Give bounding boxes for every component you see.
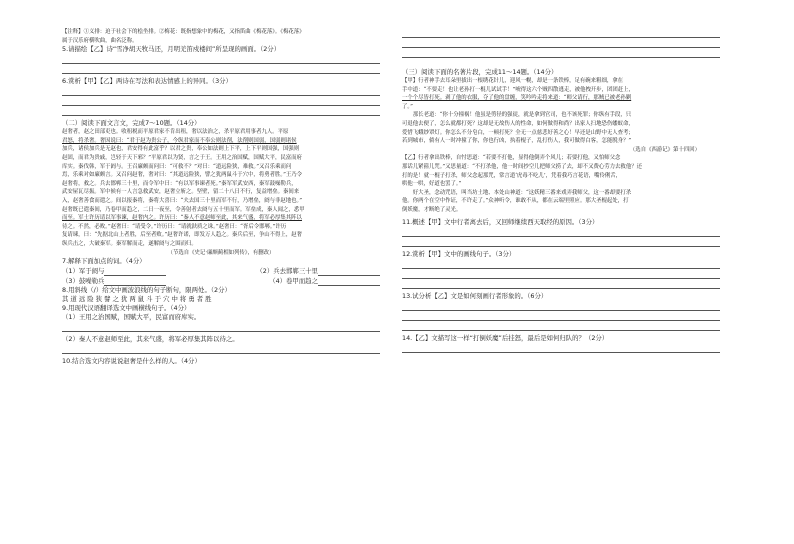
passage-line: 入，赵奢善食而遣之。间以报秦将，秦将大喜曰：“夫去国三十里而军不行，乃增垒，阏与非赵地也。”	[62, 197, 302, 204]
right-column	[402, 28, 720, 353]
answer-line[interactable]	[402, 237, 720, 247]
answer-line[interactable]	[402, 227, 720, 237]
passage-line: 爱惜飞蛾纱罩灯。你怎么不分皂白，一顿打死？全无一点慈悲好善之心！早还是山野中无人查考；	[402, 129, 634, 136]
answer-line[interactable]	[402, 38, 720, 48]
q7-row-1	[62, 266, 380, 276]
passage-line: 了。”	[402, 103, 413, 110]
question-12: 12.赏析【甲】文中的画线句子。（3分）	[402, 249, 516, 258]
passage-line: 赵固，而君为贵戚，岂轻于天下邪？”平原君以为贤，言之于王。王用之治国赋，国赋大平，民富而府	[62, 154, 302, 161]
passage-a-source: （选自《西游记》第十四回）	[629, 146, 700, 153]
question-10: 10.结合选文内容说说赵奢是什么样的人。（4分）	[62, 357, 201, 366]
passage-line: 倒妖魔，才断绝了灵光。	[402, 206, 462, 213]
classical-passage	[62, 128, 380, 257]
question-11: 11.概述【甲】文中行者离去后，又回师继续西天取经的原因。（3分）	[402, 217, 599, 226]
passage-source: （节选自《史记·廉颇蔺相如列传》，有删改）	[167, 249, 275, 256]
passage-line: 纵兵击之，大破秦军。秦军解而走，遂解阏与之围而归。	[62, 240, 197, 247]
question-9: 9.用现代汉语翻译选文中画横线句子。（4分）	[62, 304, 191, 313]
answer-line[interactable]	[402, 48, 720, 58]
novel-passage-a	[402, 77, 720, 154]
section3-title: （三）阅读下面的名著片段，完成11～14题。（14分）	[402, 68, 558, 76]
passage-line: 手中道：“不要走！也让老孙打一棍儿试试手！”唬得这六个贼四散逃走，被他拽开步，团团赶上，	[402, 86, 634, 93]
passage-line: 复请谏，曰：“先据北山上者胜，后至者败。”赵奢许诺，即发万人趋之。秦兵后至，争山不得上，赵奢	[62, 232, 302, 239]
section2-title: （二）阅读下面文言文，完成7～10题。（14分）	[62, 119, 201, 128]
passage-line: 而至。军士许历请以军事谏，赵奢内之。许历曰：“秦人不意赵师至此，其来气盛，将军必厚集其阵以	[62, 215, 302, 222]
answer-line[interactable]	[402, 321, 720, 331]
passage-line: 赵奢将，救之。兵去邯郸三十里，而令军中曰：“有以军事谏者死。”秦军军武安西，秦军鼓噪勒兵，	[62, 180, 297, 187]
answer-line[interactable]	[402, 28, 720, 38]
passage-line: 赵奢既已遣秦间，乃卷甲而趋之，二日一夜至，令善射者去阏与五十里而军。军垒成，秦人闻之，悉甲	[62, 206, 305, 213]
answer-line[interactable]	[62, 96, 380, 106]
passage-line: 君怒，将杀奢。奢因说曰：“君于赵为贵公子，今纵君家而不奉公则法削，法削则国弱，国弱则诸侯	[62, 137, 297, 144]
passage-line: 哄他一哄，好道也罢了。”	[402, 181, 462, 188]
question-13: 13.试分析【乙】文是如何刻画行者形象的。（6分）	[402, 291, 548, 300]
q7-item-2: （2）兵去邯郸三十里	[256, 267, 318, 276]
answer-line[interactable]	[62, 106, 380, 116]
q9-item-2: （2）秦人不意赵师至此，其来气盛，将军必厚集其阵以待之。	[62, 335, 239, 344]
answer-line[interactable]	[62, 322, 380, 332]
annotation-note-1: 【注释】①义排：迫于社会下的桧坐排。②梅花：既指想象中的梅花，又指笛曲《梅花落》。《梅花落》	[62, 29, 305, 35]
novel-passage-b	[402, 154, 720, 214]
answer-blank[interactable]	[318, 268, 380, 276]
question-8: 8.用斜线（/）给文中画波浪线的句子断句，限两处。（2分）	[62, 286, 231, 295]
passage-line: 那话儿紧箍儿咒。”又思量道：“不打杀他，他一时间抄空儿把师父捞了去，却不又费心劳力去救他？还	[402, 163, 642, 170]
passage-line: 库实。秦伐韩，军于阏与。王召廉颇而问曰：“可救不？”对曰：“道远险狭，难救。”又召乐乘而问	[62, 163, 292, 170]
answer-line[interactable]	[402, 343, 720, 353]
q7-item-1: （1）军于阏与	[62, 267, 105, 276]
left-column	[62, 28, 380, 366]
answer-line[interactable]	[62, 64, 380, 74]
question-6: 6.赏析【甲】【乙】两诗在写法和表达情感上的异同。（3分）	[62, 77, 232, 86]
passage-line: 可退他去便了，怎么就都打死？这却是无故伤人的性命，如何做得和尚？出家人扫地恐伤蝼蚁命，	[402, 120, 634, 127]
passage-line: 加兵，诸侯加兵是无赵也，君安得有此富乎？以君之贵，奉公如法则上下平，上下平则国强，国强则	[62, 146, 300, 153]
q7-item-3: （3）鼓噪勒兵	[62, 277, 105, 286]
passage-line: 好大圣，念动咒语，叫当坊土地、本处山神道：“这妖精三番来戏弄我师父，这一番却要打杀	[402, 189, 632, 196]
passage-line: 【甲】行者神手去耳朵里拔出一根绣花针儿，迎风一幌，却是一条铁棒，足有碗来粗细，拿在	[402, 78, 624, 84]
answer-line[interactable]	[402, 311, 720, 321]
question-5: 5.请描绘【乙】诗“雪净胡天牧马还，月明羌笛戍楼间”所呈现的画面。（2分）	[62, 45, 281, 54]
answer-line[interactable]	[62, 344, 380, 354]
answer-blank[interactable]	[104, 278, 166, 286]
passage-line: 焉，乐乘对如廉颇言。又召问赵奢，奢对曰：“其道远险狭，譬之犹两鼠斗于穴中，将勇者胜。”王乃令	[62, 172, 302, 179]
answer-line[interactable]	[402, 279, 720, 289]
passage-line: 打的是！就一棍子打杀，师父念起那咒，常言道‘虎毒不吃儿’，凭着我巧言花语，嘴伶俐舌，	[402, 172, 622, 179]
answer-blank[interactable]	[104, 268, 166, 276]
passage-line: 【乙】行者拿出铁棒，自忖思道：“若要不打他，显得他倒弄个风儿；若要打他，又怕师父念	[402, 155, 621, 162]
question-7: 7.解释下面加点的词。（4分）	[62, 257, 146, 266]
answer-line[interactable]	[62, 54, 380, 64]
passage-line: 一个个尽皆打死。剥了他的衣服，夺了他的盘缠，笑吟吟走将来道：“师父请行，那贼已被老孙剿	[402, 95, 632, 102]
answer-line[interactable]	[402, 269, 720, 279]
passage-line: 武安屋瓦尽振。军中候有一人言急救武安，赵奢立斩之。坚壁，留二十八日不行，复益增垒。秦间来	[62, 189, 300, 196]
answer-line[interactable]	[402, 301, 720, 311]
passage-line: 那长老道：“你十分撞祸！他虽是剪径的强徒，就是拿到官司，也不该死罪；你纵有手段，只	[402, 112, 632, 119]
q8-sentence[interactable]: 其 道 远 险 狭 譬 之 犹 两 鼠 斗 于 穴 中 将 勇 者 胜	[62, 295, 212, 304]
answer-blank[interactable]	[318, 278, 380, 286]
question-14: 14.【乙】文描写这一样“打倒妖魔”后挂怒，最后是如何归队的？（2分）	[402, 333, 609, 342]
passage-line: 待之。不然，必败。”赵奢曰：“请受令。”许历曰：“请就鈇质之诛。”赵奢曰：“胥后令邯郸。”许历	[62, 223, 287, 230]
passage-line: 赵奢者，赵之田部吏也。收租税而平原君家不肯出租，奢以法治之，杀平原君用事者九人。平原	[62, 129, 289, 136]
q9-item-1: （1）王用之治国赋，国赋大平，民富而府库实。	[62, 313, 201, 322]
annotation-note-2: 属于汉乐府横吹曲，曲名泛称。	[62, 37, 138, 44]
answer-line[interactable]	[62, 86, 380, 96]
passage-line: 他。你两个在空中作证，不许走了。”众神听令，谁敢不从，都在云端里照应。那大圣棍起处，打	[402, 198, 629, 205]
q7-row-2	[62, 276, 380, 286]
q7-item-4: （4）卷甲而趋之	[269, 277, 318, 286]
passage-line: 若到城市，倘有人一时冲撞了你，你也行凶，执着棍子，乱打伤人，我可做得白客，怎能脱身？”	[402, 138, 632, 145]
answer-line[interactable]	[402, 259, 720, 269]
